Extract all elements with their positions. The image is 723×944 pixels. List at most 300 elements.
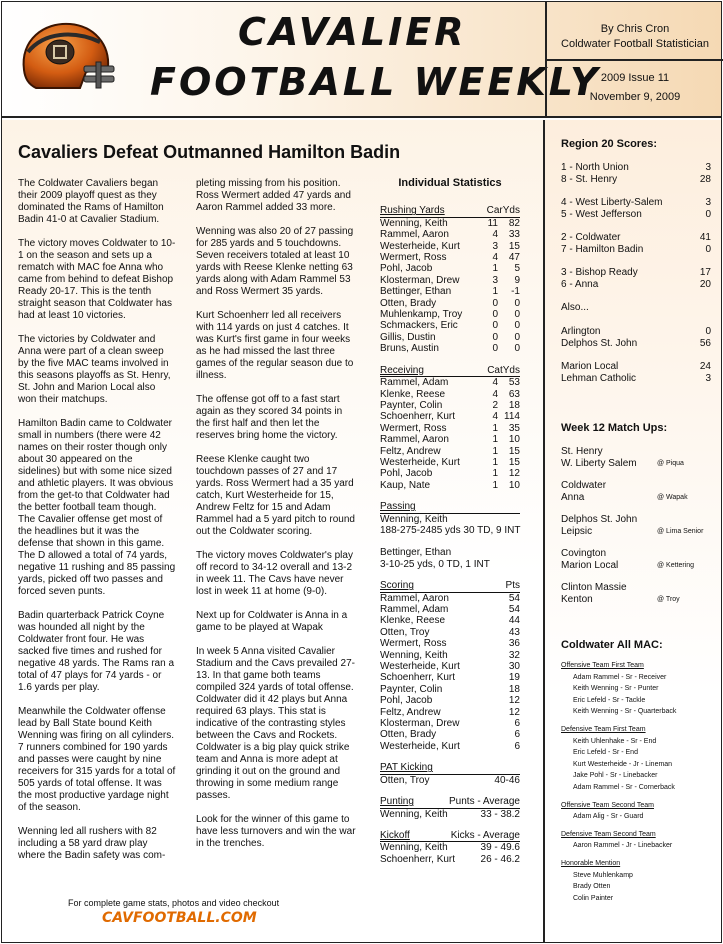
score-row [561, 267, 711, 279]
pat-title: PAT Kicking [380, 762, 433, 774]
player-name: Schoenherr, Kurt [380, 411, 456, 423]
player-name: Otten, Troy [380, 774, 430, 786]
stat-value: 63 [508, 388, 520, 400]
team-score: 24 [699, 361, 711, 372]
allmac-category: Honorable Mention [561, 859, 621, 867]
matchup-row [561, 458, 711, 470]
player-name: Feltz, Andrew [380, 445, 441, 457]
matchup [561, 548, 711, 572]
stat-value: 15 [508, 456, 520, 468]
football-helmet-icon [14, 18, 118, 98]
divider [547, 59, 723, 61]
score-row [561, 244, 711, 256]
player-name: Schoenherr, Kurt [380, 853, 456, 865]
stat-row [380, 672, 520, 683]
score-group [561, 267, 711, 291]
stat-value: 26 - 46.2 [480, 853, 520, 865]
issue-number: 2009 Issue 11 [600, 72, 670, 84]
allmac-category: Defensive Team Second Team [561, 830, 656, 838]
stat-row [380, 241, 520, 252]
allmac-player: Kurt Westerheide - Jr - Lineman [573, 760, 673, 768]
passing-header [380, 501, 520, 513]
matchup-team: Covington [561, 548, 607, 559]
matchup-team: St. Henry [561, 446, 603, 457]
article-paragraph: Hamilton Badin came to Coldwater small in numbers (there were 42 names on their roster though only about 30 appeared on the sidelines) but with some nice sized and athletic players. It was obvious from the get-to that Coldwater had the better football team though. The Cavalier offense get most of the headlines but it was the defense that shown in this game. The D allowed a total of 74 yards, negative 11 rushing and 85 passing yards, picked off two passes and forced seven punts. [18, 418, 176, 597]
player-name: Westerheide, Kurt [380, 240, 460, 252]
issue-date: November 9, 2009 [589, 91, 681, 103]
punting-col: Punts - Average [449, 796, 520, 808]
stat-row [380, 263, 520, 274]
player-name: Wenning, Keith [380, 842, 448, 854]
team-name: 1 - North Union [561, 162, 629, 173]
spacer [380, 752, 520, 762]
allmac-heading: Coldwater All MAC: [561, 639, 663, 651]
allmac-category: Defensive Team First Team [561, 725, 646, 733]
article-paragraph: Next up for Coldwater is Anna in a game to be played at Wapak [196, 610, 348, 633]
allmac-player: Adam Rammel - Sr - Receiver [573, 673, 667, 681]
stat-value: 44 [508, 615, 520, 627]
stat-value: 18 [508, 683, 520, 695]
stat-row [380, 275, 520, 286]
player-name: Otten, Brady [380, 297, 437, 309]
stat-value: 1 [492, 286, 498, 298]
stat-value: 12 [508, 695, 520, 707]
stat-row [380, 286, 520, 297]
stat-value: 0 [492, 297, 498, 309]
masthead-title-line2: FOOTBALL WEEKLY [150, 60, 601, 104]
allmac-player: Jake Pohl - Sr - Linebacker [573, 772, 658, 780]
article-headline: Cavaliers Defeat Outmanned Hamilton Badin [18, 142, 401, 162]
stat-value: 6 [514, 740, 520, 752]
spacer [380, 355, 520, 365]
stat-row [380, 593, 520, 604]
matchup-row [561, 492, 711, 504]
masthead [2, 2, 721, 118]
stat-value: 1 [492, 422, 498, 434]
stat-value: 1 [492, 479, 498, 491]
score-group [561, 162, 711, 186]
allmac-player: Adam Alig - Sr - Guard [573, 813, 644, 821]
stat-row [380, 741, 520, 752]
matchup-team: Anna [561, 492, 585, 503]
rushing-col-a: Car [486, 205, 503, 217]
stat-row [380, 434, 520, 445]
kickoff-header [380, 830, 520, 842]
stat-row [380, 423, 520, 434]
team-name: 8 - St. Henry [561, 174, 618, 185]
stat-value: 5 [514, 263, 520, 275]
stat-value: 53 [508, 377, 520, 389]
stat-row [380, 480, 520, 491]
stat-value: 4 [492, 388, 498, 400]
stat-value: 0 [492, 331, 498, 343]
stat-value: 6 [514, 729, 520, 741]
stat-row [380, 332, 520, 343]
allmac-player: Eric Lefeld - Sr - Tackle [573, 696, 646, 704]
player-name: Paynter, Colin [380, 683, 443, 695]
score-row [561, 197, 711, 209]
punting-title: Punting [380, 796, 414, 808]
stat-row [380, 446, 520, 457]
player-name: Rammel, Aaron [380, 592, 449, 604]
allmac-category: Offensive Team Second Team [561, 801, 654, 809]
matchup-row [561, 560, 711, 572]
stat-value: 9 [514, 274, 520, 286]
passing-line [380, 536, 520, 547]
passing-line: 188-275-2485 yds 30 TD, 9 INT [380, 524, 521, 536]
article-paragraph: Meanwhile the Coldwater offense lead by Ball State bound Keith Wenning was firing on all cylinders. 7 runners combined for 190 yards and passes were caught by nine receivers for 315 yards for a total of 505 yards of total offense. It was the most productive yardage night of the season. [18, 706, 176, 813]
stat-value: 1 [492, 468, 498, 480]
article-column-1 [18, 178, 176, 874]
stat-value: -1 [511, 286, 520, 298]
stat-value: 18 [508, 399, 520, 411]
main-article-area [2, 120, 543, 942]
team-score: 17 [699, 267, 711, 278]
passing-title: Passing [380, 501, 416, 513]
allmac-player: Brady Otten [573, 883, 611, 891]
masthead-info-box [545, 2, 721, 116]
player-name: Klosterman, Drew [380, 274, 460, 286]
matchup-team: Delphos St. John [561, 514, 638, 525]
rushing-col-b: Yds [502, 205, 520, 217]
score-row [561, 338, 711, 350]
newsletter-page [1, 1, 722, 943]
article-paragraph: The victory moves Coldwater to 10-1 on the season and sets up a rematch with MAC foe Anna who came from behind to defeat Bishop Ready 20-17. This is the tenth straight season that Coldwater has had at least 10 victories. [18, 238, 176, 321]
player-name: Klosterman, Drew [380, 718, 460, 730]
spacer [380, 786, 520, 796]
matchup [561, 582, 711, 606]
matchup-location: @ Lima Senior [657, 528, 704, 535]
allmac-player: Keith Wenning - Sr - Quarterback [573, 708, 677, 716]
player-name: Kaup, Nate [380, 479, 431, 491]
team-score: 3 [705, 373, 711, 384]
team-score: 0 [705, 326, 711, 337]
matchup-team: Marion Local [561, 560, 619, 571]
matchup-row [561, 526, 711, 538]
region-scores-heading: Region 20 Scores: [561, 138, 657, 150]
player-name: Pohl, Jacob [380, 468, 433, 480]
player-name: Otten, Troy [380, 626, 430, 638]
player-name: Bettinger, Ethan [380, 286, 452, 298]
team-name: Marion Local [561, 361, 619, 372]
stat-row [380, 684, 520, 695]
article-column-2 [196, 178, 358, 862]
kickoff-col: Kicks - Average [450, 829, 520, 841]
score-group [561, 197, 711, 221]
stat-row [380, 707, 520, 718]
player-name: Wenning, Keith [380, 808, 448, 820]
stat-value: 4 [492, 229, 498, 241]
player-name: Rammel, Aaron [380, 229, 449, 241]
article-paragraph: Badin quarterback Patrick Coyne was hounded all night by the Coldwater front four. He was sacked five times and rushed for negative 48 yards. The Rams ran a total of 47 plays for 74 yards - or 1.6 yards per play. [18, 610, 175, 693]
stat-value: 39 - 49.6 [480, 842, 520, 854]
allmac-player: Keith Uhlenhake - Sr - End [573, 737, 657, 745]
matchup-location: @ Kettering [657, 562, 695, 569]
stat-value: 3 [492, 240, 498, 252]
stat-value: 40-46 [494, 774, 520, 786]
scoring-header [380, 580, 520, 592]
team-name: Delphos St. John [561, 338, 638, 349]
player-name: Rammel, Aaron [380, 434, 449, 446]
stat-value: 82 [508, 217, 520, 229]
stat-value: 3 [492, 274, 498, 286]
punting-header [380, 796, 520, 808]
spacer [380, 865, 520, 875]
stat-row [380, 218, 520, 229]
player-name: Otten, Brady [380, 729, 437, 741]
stat-row [380, 400, 520, 411]
matchup [561, 514, 711, 538]
article-paragraph: Wenning led all rushers with 82 including a 58 yard draw play where the Badin safety was com- [18, 826, 166, 861]
stat-value: 1 [492, 445, 498, 457]
passing-line: Wenning, Keith [380, 513, 448, 525]
stat-row [380, 638, 520, 649]
matchup [561, 446, 711, 470]
team-name: 2 - Coldwater [561, 232, 621, 243]
stat-value: 15 [508, 445, 520, 457]
matchup-row [561, 594, 711, 606]
score-row [561, 209, 711, 221]
player-name: Rammel, Adam [380, 377, 449, 389]
week-matchups [561, 422, 711, 616]
player-name: Wenning, Keith [380, 217, 448, 229]
player-name: Muhlenkamp, Troy [380, 309, 463, 321]
stat-value: 0 [514, 343, 520, 355]
stat-row [380, 695, 520, 706]
player-name: Wermert, Ross [380, 638, 447, 650]
team-name: 7 - Hamilton Badin [561, 244, 644, 255]
stat-value: 12 [508, 468, 520, 480]
article-paragraph: Reese Klenke caught two touchdown passes of 27 and 17 yards. Ross Wermert had a 35 yard catch, Kurt Westerheide for 15, Andrew Feltz for 15 and Adam Rammel had a 5 yard pitch to round out the Coldwater scoring. [196, 454, 355, 537]
rushing-header [380, 205, 520, 217]
team-name: 4 - West Liberty-Salem [561, 197, 663, 208]
scoring-col: Pts [505, 580, 520, 592]
stat-row [380, 661, 520, 672]
stat-value: 0 [514, 309, 520, 321]
region-scores [561, 138, 711, 396]
matchup-team: Kenton [561, 594, 593, 605]
stat-row [380, 252, 520, 263]
article-paragraph: The victory moves Coldwater's play off record to 34-12 overall and 13-2 in week 11. The Cavs have never lost in week 11 at home (9-0). [196, 550, 353, 597]
stat-value: 4 [492, 411, 498, 423]
score-row [561, 326, 711, 338]
score-group [561, 232, 711, 256]
stat-value: 47 [508, 252, 520, 264]
team-score: 41 [699, 232, 711, 243]
team-name: 6 - Anna [561, 279, 599, 290]
score-group [561, 326, 711, 350]
stat-value: 10 [508, 434, 520, 446]
stat-value: 0 [514, 331, 520, 343]
stat-value: 0 [492, 343, 498, 355]
stat-value: 1 [492, 263, 498, 275]
stat-row [380, 854, 520, 865]
team-score: 3 [705, 197, 711, 208]
stat-row [380, 604, 520, 615]
author-name: By Chris Cron [600, 23, 670, 35]
sidebar [543, 120, 721, 942]
player-name: Klenke, Reese [380, 615, 446, 627]
stat-value: 15 [508, 240, 520, 252]
stat-row [380, 309, 520, 320]
team-name: Lehman Catholic [561, 373, 637, 384]
stat-row [380, 650, 520, 661]
spacer [380, 820, 520, 830]
passing-line: Bettinger, Ethan [380, 547, 452, 559]
stat-row [380, 627, 520, 638]
stat-row [380, 718, 520, 729]
also-label: Also... [561, 302, 589, 313]
stat-value: 0 [492, 309, 498, 321]
receiving-col-b: Yds [502, 364, 520, 376]
stat-value: 30 [508, 661, 520, 673]
author-title: Coldwater Football Statistician [561, 38, 709, 50]
stat-value: 0 [514, 320, 520, 332]
stat-row [380, 411, 520, 422]
player-name: Schoenherr, Kurt [380, 672, 456, 684]
score-row [561, 361, 711, 373]
stat-value: 32 [508, 649, 520, 661]
spacer [380, 491, 520, 501]
player-name: Klenke, Reese [380, 388, 446, 400]
player-name: Paynter, Colin [380, 399, 443, 411]
matchup-team: Leipsic [561, 526, 593, 537]
stat-value: 43 [508, 626, 520, 638]
stat-value: 12 [508, 706, 520, 718]
score-row [561, 174, 711, 186]
player-name: Pohl, Jacob [380, 695, 433, 707]
player-name: Wermert, Ross [380, 252, 447, 264]
team-score: 3 [705, 162, 711, 173]
matchup [561, 480, 711, 504]
receiving-header [380, 365, 520, 377]
score-group [561, 361, 711, 385]
team-name: Arlington [561, 326, 601, 337]
team-score: 28 [699, 174, 711, 185]
footnote: For complete game stats, photos and video checkout [68, 898, 280, 908]
article-paragraph: pleting missing from his position. Ross Wermert added 47 yards and Aaron Rammel added 33 more. [196, 178, 351, 213]
stat-row [380, 320, 520, 331]
individual-statistics [380, 178, 520, 875]
spacer [380, 570, 520, 580]
team-score: 56 [699, 338, 711, 349]
score-row [561, 162, 711, 174]
article-paragraph: Look for the winner of this game to have less turnovers and win the war in the trenches. [196, 814, 356, 849]
article-paragraph: The victories by Coldwater and Anna were part of a clean sweep by the five MAC teams involved in this seasons playoffs as St. Henry, St. John and Marion Local also won their matchups. [18, 334, 171, 405]
player-name: Feltz, Andrew [380, 706, 441, 718]
stat-row [380, 615, 520, 626]
stat-value: 10 [508, 479, 520, 491]
allmac-player: Adam Rammel - Sr - Cornerback [573, 783, 675, 791]
score-row [561, 373, 711, 385]
stat-row [380, 775, 520, 786]
stat-row [380, 377, 520, 388]
stat-value: 33 [508, 229, 520, 241]
stat-value: 0 [514, 297, 520, 309]
receiving-col-a: Cat [487, 364, 503, 376]
article-paragraph: In week 5 Anna visited Cavalier Stadium and the Cavs prevailed 27-13. In that game both teams compiled 324 yards of total offense. Coldwater did it 42 plays but Anna required 63 plays. This stat is indicative of the contrasting styles between the Cavs and Rockets. Coldwater is a big play quick strike team and Anna is more adept at grinding it out on the ground and throwing in some medium range passes. [196, 646, 355, 801]
allmac-player: Eric Lefeld - Sr - End [573, 749, 638, 757]
team-score: 0 [705, 209, 711, 220]
stat-value: 4 [492, 377, 498, 389]
scoring-title: Scoring [380, 580, 414, 592]
stat-value: 54 [508, 592, 520, 604]
score-row [561, 279, 711, 291]
stat-value: 4 [492, 252, 498, 264]
article-paragraph: Wenning was also 20 of 27 passing for 285 yards and 5 touchdowns. Seven receivers totaled at least 10 yards with Reese Klenke netting 63 yards along with Adam Rammel 53 and Ross Wermert 35 yards. [196, 226, 354, 297]
stat-row [380, 298, 520, 309]
allmac-player: Steve Muhlenkamp [573, 871, 633, 879]
matchup-location: @ Wapak [657, 494, 688, 501]
article-paragraph: Kurt Schoenherr led all receivers with 114 yards on just 4 catches. It was Kurt's first game in four weeks as he had missed the last three games of the regular season due to illness. [196, 310, 354, 381]
stat-row [380, 457, 520, 468]
stat-value: 114 [504, 411, 520, 423]
stat-value: 2 [492, 399, 498, 411]
stat-value: 54 [508, 604, 520, 615]
team-score: 20 [699, 279, 711, 290]
stat-row [380, 729, 520, 740]
stat-value: 1 [492, 434, 498, 446]
stat-row [380, 389, 520, 400]
team-name: 5 - West Jefferson [561, 209, 642, 220]
stat-row [380, 842, 520, 853]
matchup-team: W. Liberty Salem [561, 458, 637, 469]
player-name: Wenning, Keith [380, 649, 448, 661]
allmac-player: Aaron Rammel - Jr - Linebacker [573, 842, 673, 850]
article-paragraph: The offense got off to a fast start again as they scored 34 points in the first half and then let the reserves bring home the victory. [196, 394, 343, 441]
stat-row [380, 468, 520, 479]
player-name: Westerheide, Kurt [380, 740, 460, 752]
player-name: Rammel, Adam [380, 604, 449, 615]
player-name: Pohl, Jacob [380, 263, 433, 275]
allmac-player: Keith Wenning - Sr - Punter [573, 685, 659, 693]
pat-header [380, 762, 520, 774]
player-name: Bruns, Austin [380, 343, 439, 355]
kickoff-title: Kickoff [380, 829, 410, 841]
receiving-col-name: Receiving [380, 364, 424, 376]
stat-value: 6 [514, 718, 520, 730]
team-score: 0 [705, 244, 711, 255]
stat-row [380, 809, 520, 820]
score-row [561, 232, 711, 244]
stat-value: 19 [508, 672, 520, 684]
player-name: Westerheide, Kurt [380, 661, 460, 673]
matchup-team: Clinton Massie [561, 582, 627, 593]
allmac-player: Colin Painter [573, 894, 614, 902]
rushing-col-name: Rushing Yards [380, 205, 445, 217]
masthead-title-line1: CAVALIER [238, 10, 467, 54]
player-name: Gillis, Dustin [380, 331, 436, 343]
matchup-team: Coldwater [561, 480, 607, 491]
stats-title: Individual Statistics [398, 177, 502, 189]
stat-value: 36 [508, 638, 520, 650]
matchups-heading: Week 12 Match Ups: [561, 422, 668, 434]
matchup-location: @ Piqua [657, 460, 684, 467]
allmac-category: Offensive Team First Team [561, 662, 644, 669]
stat-row [380, 229, 520, 240]
stat-value: 0 [492, 320, 498, 332]
player-name: Westerheide, Kurt [380, 456, 460, 468]
stat-row [380, 343, 520, 354]
team-name: 3 - Bishop Ready [561, 267, 638, 278]
player-name: Schmackers, Eric [380, 320, 458, 332]
passing-line: 3-10-25 yds, 0 TD, 1 INT [380, 558, 490, 570]
matchup-location: @ Troy [657, 596, 680, 603]
stat-value: 11 [487, 217, 498, 229]
website-link[interactable]: CAVFOOTBALL.COM [102, 910, 257, 926]
allmac-list [561, 654, 719, 904]
player-name: Wermert, Ross [380, 422, 447, 434]
